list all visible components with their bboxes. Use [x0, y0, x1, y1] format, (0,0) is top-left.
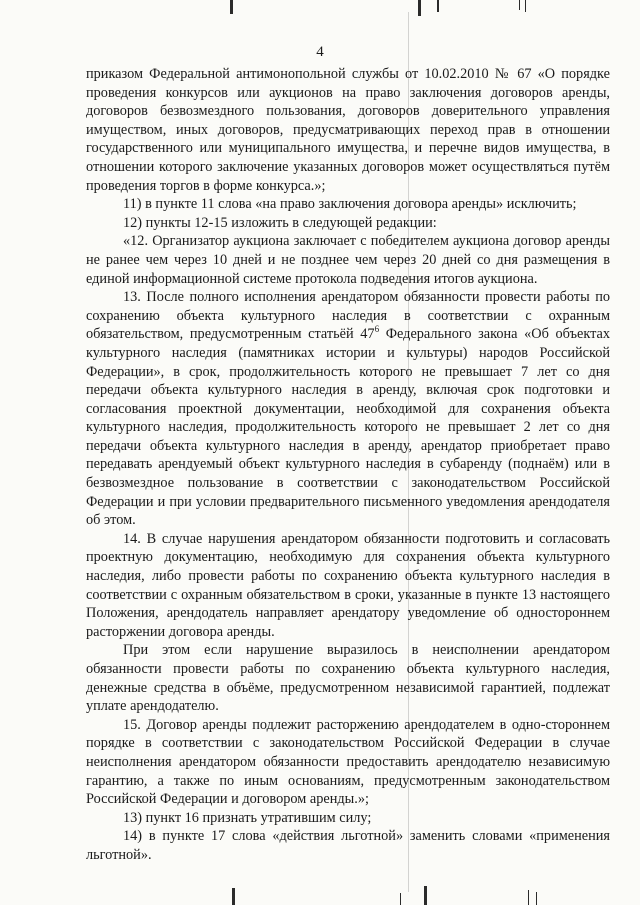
scan-mark-top-right2 — [525, 0, 526, 12]
text-segment: 13) пункт 16 признать утратившим силу; — [123, 809, 372, 826]
paragraph — [86, 195, 610, 214]
scan-mark-top-right — [519, 0, 520, 10]
document-body — [86, 65, 610, 865]
text-segment: «12. Организатор аукциона заключает с победителем аукциона договор аренды не ранее чем через 10 дней и не позднее чем через 20 дней со дня размещения в единой информационной системе протокола подведения итогов аукциона. — [86, 233, 610, 287]
paragraph — [86, 530, 610, 642]
text-segment: 12) пункты 12-15 изложить в следующей редакции: — [123, 214, 437, 231]
paragraph — [86, 288, 610, 530]
text-segment: 15. Договор аренды подлежит расторжению арендодателем в одно-стороннем порядке в соответствии с законодательством Российской Федерации в случае неисполнения арендатором обязанности предоставить арендодателю независимую гарантию, а также по иным основаниям, предусмотренным законодательством Российской Федерации и договором аренды.»; — [86, 716, 610, 808]
text-segment: приказом Федеральной антимонопольной службы от 10.02.2010 № 67 «О порядке проведения конкурсов или аукционов на право заключения договоров аренды, договоров безвозмездного пользования, договоров доверительного управления имуществом, иных договоров, предусматривающих переход прав в отношении государственного или муниципального имущества, и перечне видов имущества, в отношении которого заключение указанных договоров может осуществляться путём проведения торгов в форме конкурса.»; — [86, 66, 610, 194]
scan-mark-bottom-mid — [424, 886, 427, 905]
page-number: 4 — [316, 44, 324, 60]
text-segment: 13. После полного исполнения арендатором обязанности провести работы по сохранению объекта культурного наследия в соответствии с охранным обязательством, предусмотренным статьёй 47 — [86, 289, 610, 343]
scan-mark-bottom-left — [232, 888, 235, 905]
text-segment: При этом если нарушение выразилось в неисполнении арендатором обязанности провести работы по сохранению объекта культурного наследия, денежные средства в объёме, предусмотренном независимой гарантией, подлежат уплате арендодателю. — [86, 642, 610, 715]
text-segment: 11) в пункте 11 слова «на право заключения договора аренды» исключить; — [123, 196, 577, 213]
paragraph — [86, 827, 610, 864]
text-segment: 14) в пункте 17 слова «действия льготной» заменить словами «применения льготной». — [86, 828, 610, 863]
scan-mark-top-mid2 — [437, 0, 439, 12]
superscript: 6 — [374, 324, 380, 335]
scan-mark-bottom-right — [528, 890, 529, 905]
paragraph — [86, 214, 610, 233]
scan-mark-top-mid — [418, 0, 421, 16]
paragraph — [86, 232, 610, 288]
paragraph — [86, 716, 610, 809]
paragraph — [86, 641, 610, 715]
text-segment: 14. В случае нарушения арендатором обязанности подготовить и согласовать проектную документацию, необходимую для сохранения объекта культурного наследия, либо провести работы по сохранению объекта культурного наследия в соответствии с охранным обязательством в сроки, указанные в пункте 13 настоящего Положения, арендодатель направляет арендатору уведомление об одностороннем расторжении договора аренды. — [86, 530, 610, 640]
scan-mark-bottom-mid2 — [400, 893, 401, 905]
paragraph — [86, 65, 610, 195]
scan-mark-top-left — [230, 0, 233, 14]
paragraph — [86, 809, 610, 828]
text-segment: Федерального закона «Об объектах культурного наследия (памятниках истории и культуры) народов Российской Федерации», в срок, продолжительность которого не превышает 7 лет со дня передачи объекта культурного наследия в аренду, включая срок подготовки и согласования проектной документации, необходимой для сохранения объекта культурного наследия, продолжительность которого не превышает 2 лет со дня передачи объекта культурного наследия в аренду, арендатор приобретает право передавать арендуемый объект культурного наследия в субаренду (поднаём) или в безвозмездное пользование в соответствии с законодательством Российской Федерации и при условии предварительного письменного уведомления арендодателя об этом. — [86, 326, 611, 529]
scan-mark-bottom-right2 — [536, 892, 537, 905]
